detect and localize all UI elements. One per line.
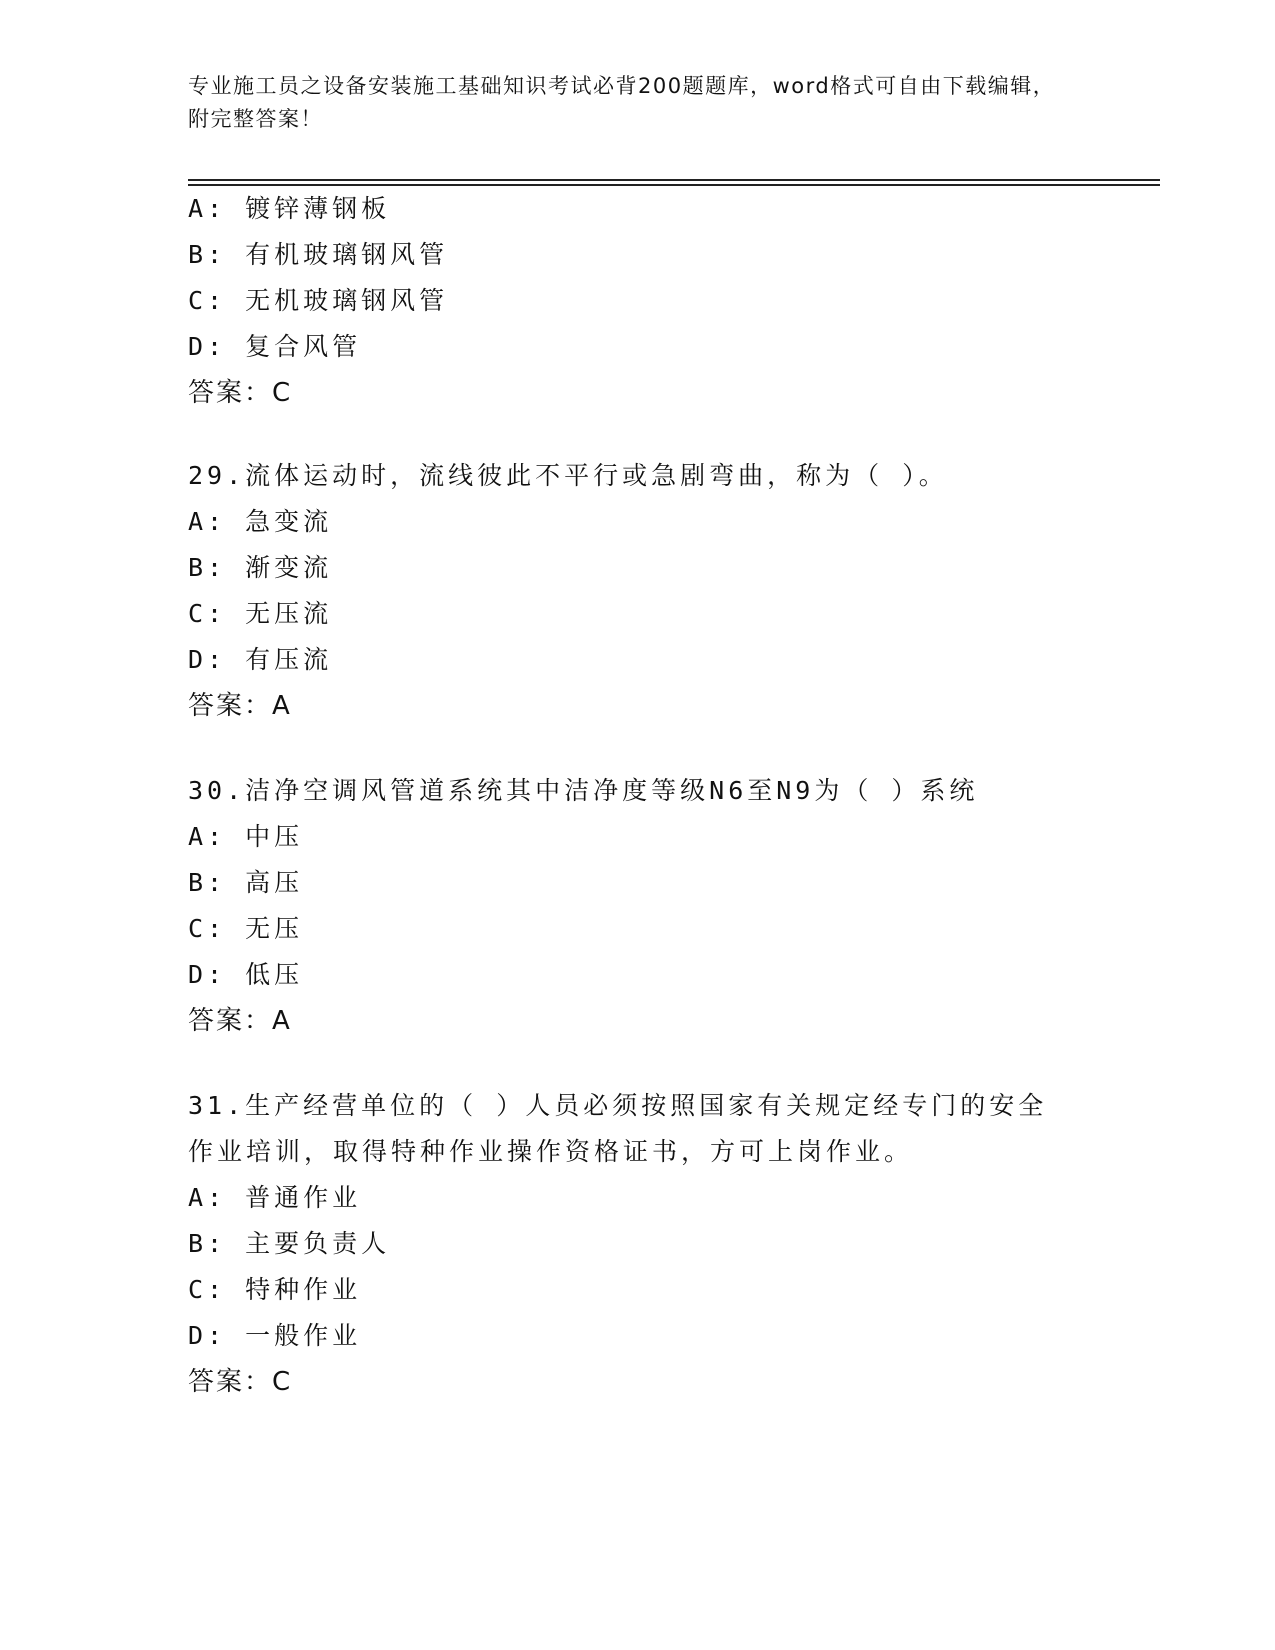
answer: 答案：A <box>188 691 292 721</box>
answer: 答案：C <box>188 1367 293 1397</box>
answer: 答案：A <box>188 1006 292 1036</box>
option-b: B: 主要负责人 <box>188 1229 391 1258</box>
option-a: A: 镀锌薄钢板 <box>188 194 391 223</box>
option-d: D: 低压 <box>188 960 304 989</box>
option-d: D: 一般作业 <box>188 1321 362 1350</box>
document-header: 专业施工员之设备安装施工基础知识考试必背200题题库，word格式可自由下载编辑，附完整答案！ <box>188 74 1056 131</box>
question-text: 30.洁净空调风管道系统其中洁净度等级N6至N9为（ ）系统 <box>188 776 979 805</box>
option-c: C: 无机玻璃钢风管 <box>188 286 449 315</box>
header-divider-top <box>188 179 1160 181</box>
question-31 <box>188 1083 1088 1405</box>
question-30 <box>188 768 1088 1044</box>
option-c: C: 特种作业 <box>188 1275 362 1304</box>
option-d: D: 复合风管 <box>188 332 362 361</box>
option-b: B: 高压 <box>188 868 304 897</box>
option-c: C: 无压流 <box>188 599 333 628</box>
answer: 答案：C <box>188 378 293 408</box>
question-28 <box>188 186 1088 416</box>
option-a: A: 急变流 <box>188 507 333 536</box>
option-a: A: 普通作业 <box>188 1183 362 1212</box>
option-a: A: 中压 <box>188 822 304 851</box>
option-c: C: 无压 <box>188 914 304 943</box>
option-b: B: 渐变流 <box>188 553 333 582</box>
question-29 <box>188 453 1088 729</box>
question-text: 31.生产经营单位的（ ）人员必须按照国家有关规定经专门的安全作业培训，取得特种作业操作资格证书，方可上岗作业。 <box>188 1091 1048 1166</box>
option-d: D: 有压流 <box>188 645 333 674</box>
option-b: B: 有机玻璃钢风管 <box>188 240 449 269</box>
question-text: 29.流体运动时，流线彼此不平行或急剧弯曲，称为（ ）。 <box>188 461 948 490</box>
